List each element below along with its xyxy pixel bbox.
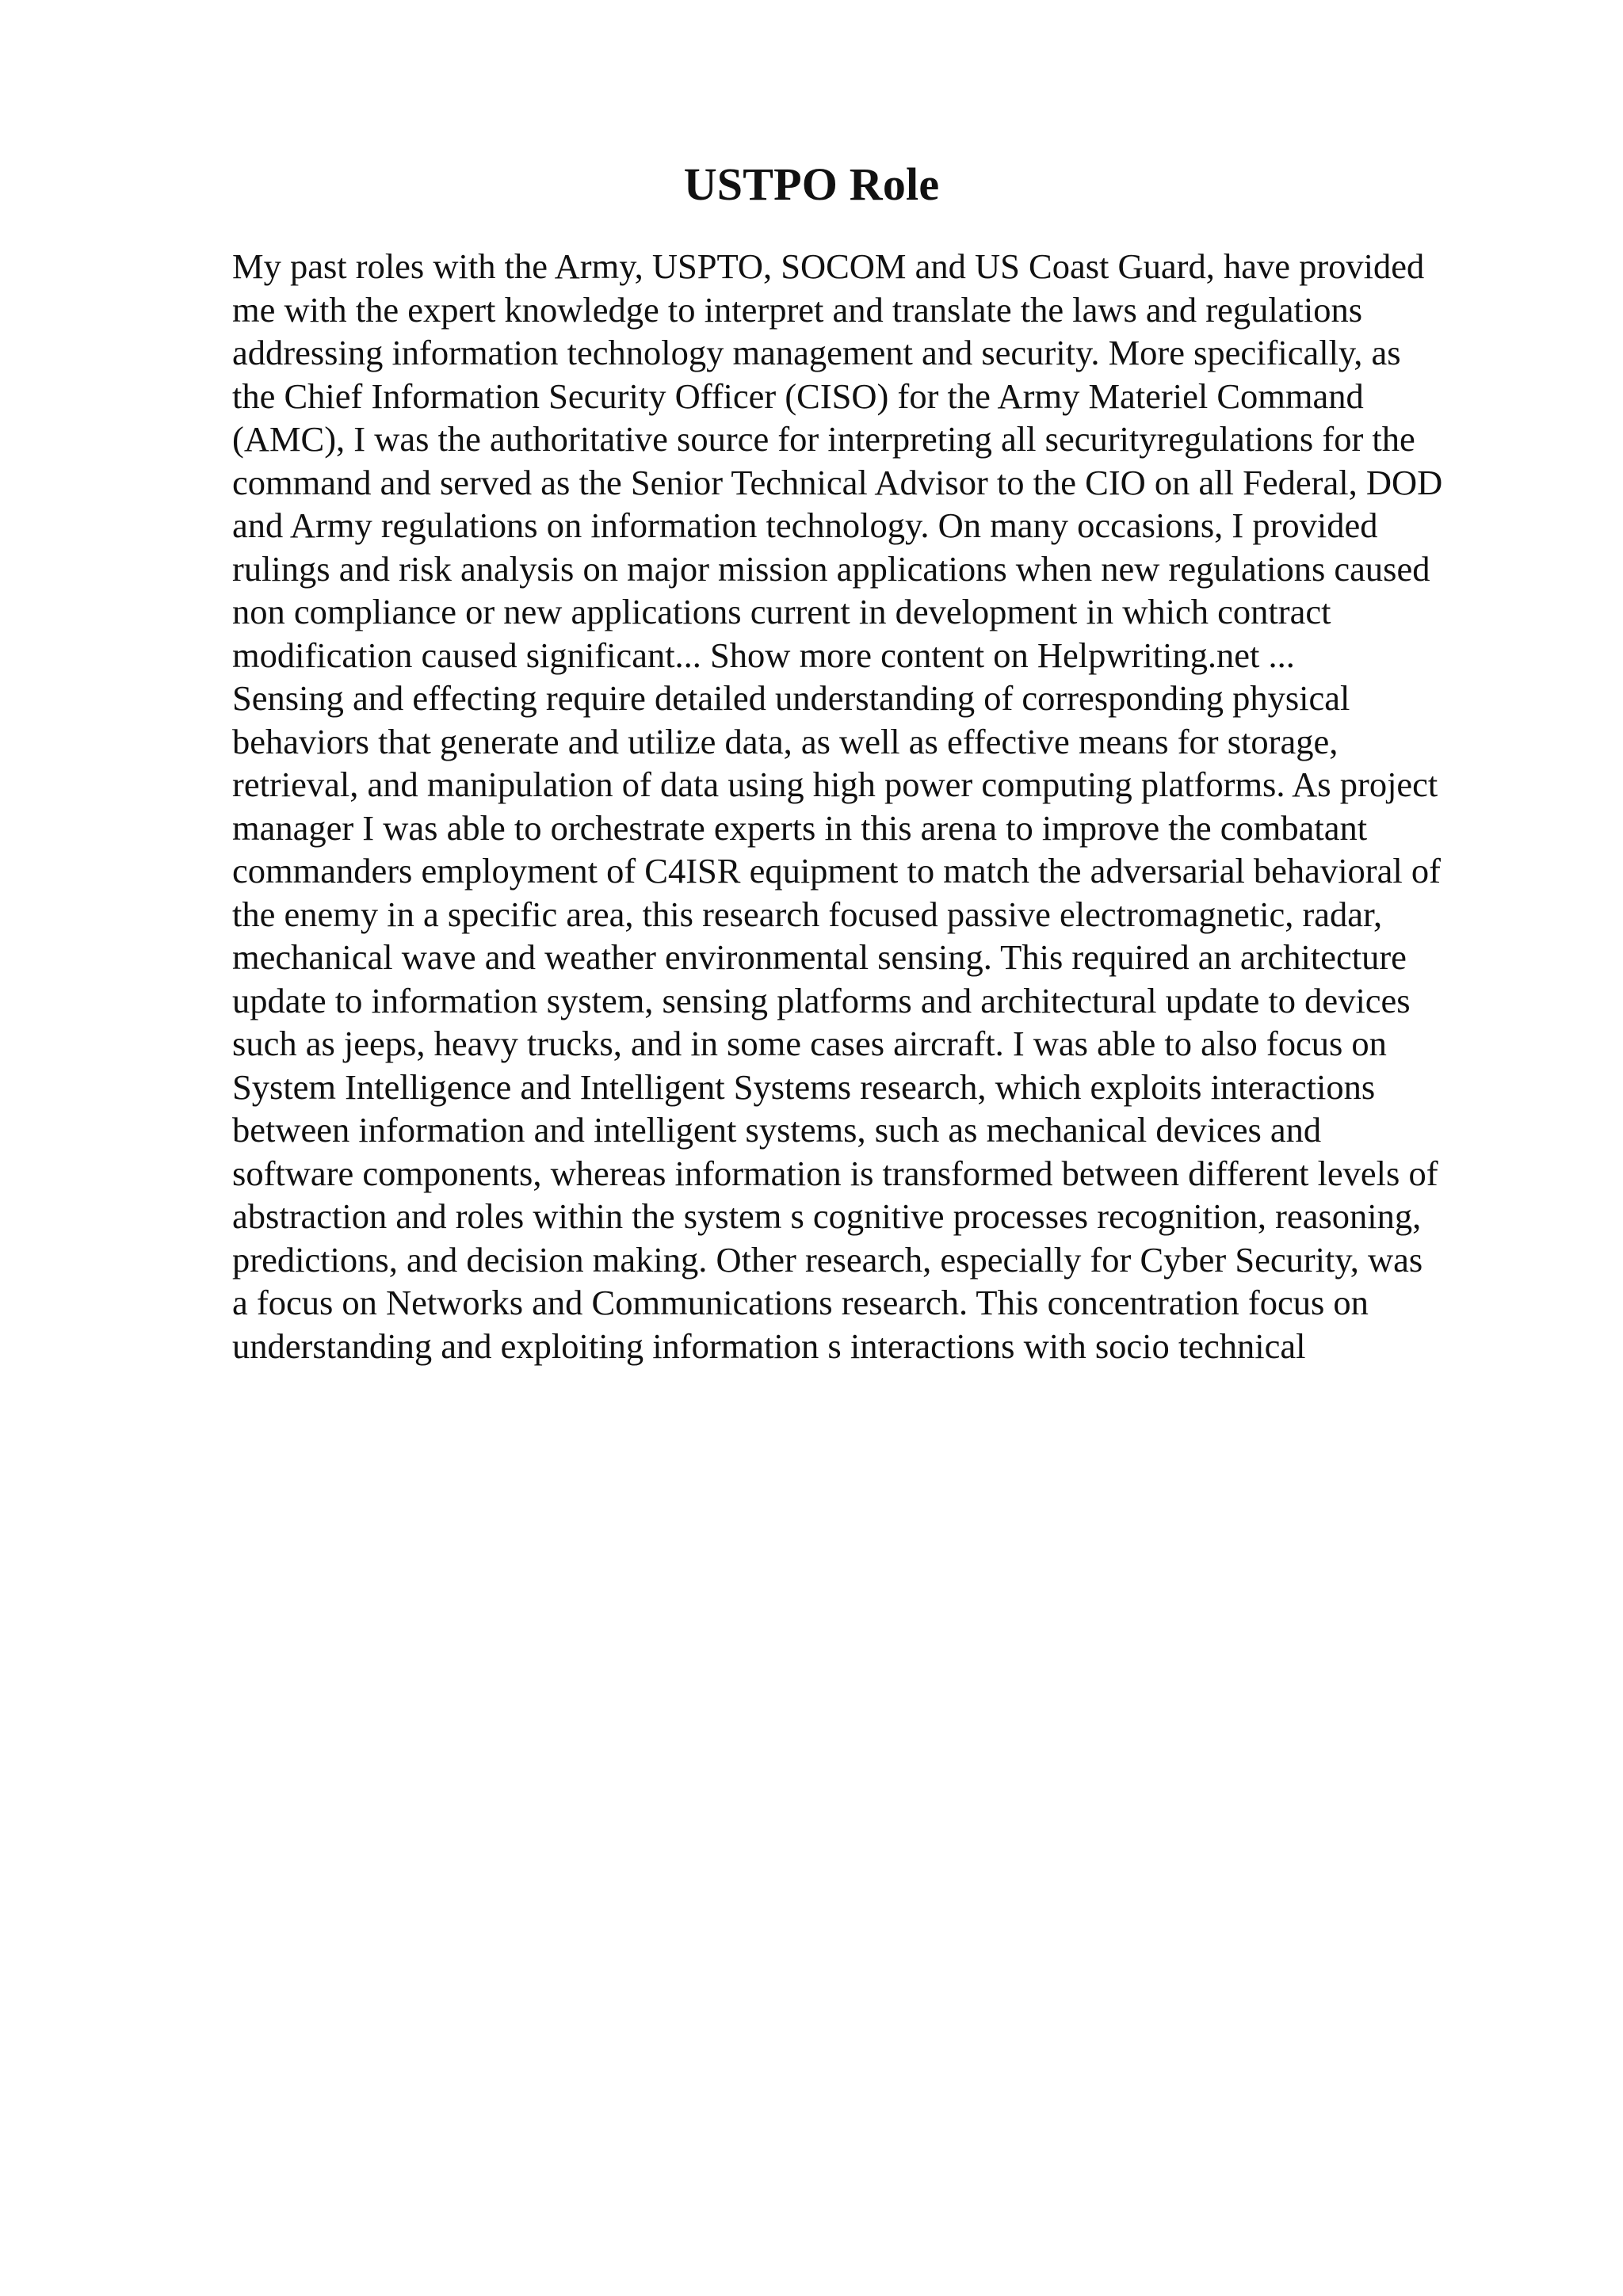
body-text-line: retrieval, and manipulation of data using high power computing platforms. As project (232, 765, 1438, 804)
body-text-line: update to information system, sensing platforms and architectural update to devices (232, 980, 1411, 1020)
body-text-line: between information and intelligent systems, such as mechanical devices and (232, 1110, 1322, 1150)
document-title: USTPO Role (683, 158, 940, 210)
body-text-line: command and served as the Senior Technical Advisor to the CIO on all Federal, DOD (232, 462, 1443, 502)
body-text-line: the Chief Information Security Officer (CISO) for the Army Materiel Command (232, 376, 1364, 416)
body-text-line: System Intelligence and Intelligent Systems research, which exploits interactions (232, 1066, 1376, 1107)
body-text-line: me with the expert knowledge to interpret and translate the laws and regulations (232, 289, 1363, 330)
body-text-line: modification caused significant... Show more content on Helpwriting.net ... (232, 635, 1295, 675)
body-text-line: Sensing and effecting require detailed understanding of corresponding physical (232, 678, 1350, 718)
body-text-line: understanding and exploiting information s interactions with socio technical (232, 1325, 1306, 1366)
body-text-line: addressing information technology management and security. More specifically, as (232, 333, 1401, 372)
body-text-line: the enemy in a specific area, this research focused passive electromagnetic, radar, (232, 894, 1383, 934)
body-text-line: and Army regulations on information technology. On many occasions, I provided (232, 505, 1378, 545)
body-text-line: rulings and risk analysis on major mission applications when new regulations caused (232, 548, 1430, 589)
body-text-line: a focus on Networks and Communications research. This concentration focus on (232, 1283, 1369, 1322)
body-text-line: (AMC), I was the authoritative source for interpreting all securityregulations for the (232, 419, 1415, 459)
body-text-line: manager I was able to orchestrate experts in this arena to improve the combatant (232, 807, 1368, 848)
body-text-line: commanders employment of C4ISR equipment to match the adversarial behavioral of (232, 851, 1441, 891)
body-text-line: My past roles with the Army, USPTO, SOCOM and US Coast Guard, have provided (232, 246, 1425, 286)
body-text-line: behaviors that generate and utilize data, as well as effective means for storage, (232, 721, 1338, 761)
body-text-line: non compliance or new applications current in development in which contract (232, 592, 1331, 631)
body-text-line: software components, whereas information is transformed between different levels of (232, 1153, 1438, 1193)
body-text-line: such as jeeps, heavy trucks, and in some cases aircraft. I was able to also focus on (232, 1024, 1387, 1063)
body-text-line: abstraction and roles within the system s cognitive processes recognition, reasoning, (232, 1196, 1422, 1236)
body-text-line: mechanical wave and weather environmental sensing. This required an architecture (232, 937, 1407, 977)
body-text-line: predictions, and decision making. Other research, especially for Cyber Security, was (232, 1239, 1423, 1280)
document-body (232, 245, 1532, 1367)
